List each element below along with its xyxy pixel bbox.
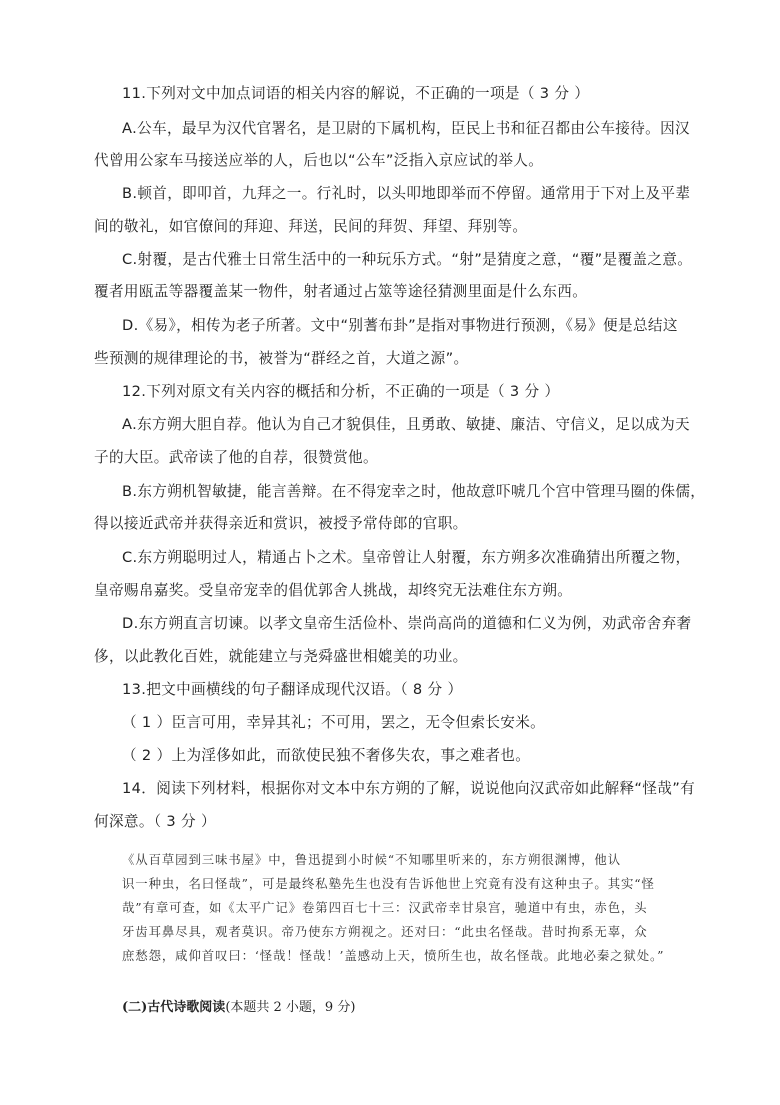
q14-stem-line2: 何深意。（ 3 分 ） <box>94 813 216 830</box>
section-heading <box>122 999 355 1017</box>
section-note: (本题共 2 小题，9 分) <box>225 1000 356 1015</box>
q12-option-c-line2: 皇帝赐帛嘉奖。受皇帝宠幸的倡优郭舍人挑战，却终究无法难住东方朔。 <box>94 582 573 599</box>
q12-option-b-line1: B.东方朔机智敏捷，能言善辩。在不得宠幸之时，他故意吓唬几个宫中管理马圈的侏儒， <box>122 483 706 500</box>
q14-quote-line2: 识一种虫，名曰怪哉”，可是最终私塾先生也没有告诉他世上究竟有没有这种虫子。其实“怪 <box>122 876 655 891</box>
q12-option-d-line1: D.东方朔直言切谏。以孝文皇帝生活俭朴、崇尚高尚的道德和仁义为例，劝武帝舍弃奢 <box>122 615 692 632</box>
q13-sentence-1: （ 1 ）臣言可用，幸异其礼；不可用，罢之，无令但索长安米。 <box>122 714 546 731</box>
q13-sentence-2: （ 2 ）上为淫侈如此，而欲使民独不奢侈失农，事之难者也。 <box>122 747 531 764</box>
q11-stem: 11.下列对文中加点词语的相关内容的解说，不正确的一项是（ 3 分 ） <box>122 85 590 102</box>
q11-option-a-line1: A.公车，最早为汉代官署名，是卫尉的下属机构，臣民上书和征召都由公车接待。因汉 <box>122 120 690 137</box>
q14-quote-line4: 牙齿耳鼻尽具，观者莫识。帝乃使东方朔视之。还对曰：“此虫名怪哉。昔时拘系无辜，众 <box>122 924 648 939</box>
q12-option-a-line1: A.东方朔大胆自荐。他认为自己才貌俱佳，且勇敢、敏捷、廉洁、守信义，足以成为天 <box>122 416 690 433</box>
q11-option-b-line2: 间的敬礼，如官僚间的拜迎、拜送，民间的拜贺、拜望、拜别等。 <box>94 218 528 235</box>
q11-option-d-line2: 些预测的规律理论的书，被誉为“群经之首，大道之源”。 <box>94 350 469 367</box>
q13-stem: 13.把文中画横线的句子翻译成现代汉语。（ 8 分 ） <box>122 681 463 698</box>
q11-option-b-line1: B.顿首，即叩首，九拜之一。行礼时，以头叩地即举而不停留。通常用于下对上及平辈 <box>122 185 691 202</box>
q12-option-c-line1: C.东方朔聪明过人，精通占卜之术。皇帝曾让人射覆，东方朔多次准确猜出所覆之物， <box>122 549 691 566</box>
q12-option-a-line2: 子的大臣。武帝读了他的自荐，很赞赏他。 <box>94 449 378 466</box>
q11-option-a-line2: 代曾用公家车马接送应举的人，后也以“公车”泛指入京应试的举人。 <box>94 152 544 169</box>
q12-option-b-line2: 得以接近武帝并获得亲近和赏识，被授予常侍郎的官职。 <box>94 515 468 532</box>
q12-stem: 12.下列对原文有关内容的概括和分析，不正确的一项是（ 3 分 ） <box>122 383 560 400</box>
q14-quote-line3: 哉”有章可查，如《太平广记》卷第四百七十三：汉武帝幸甘泉宫，驰道中有虫，赤色，头 <box>122 900 648 915</box>
q12-option-d-line2: 侈，以此教化百姓，就能建立与尧舜盛世相媲美的功业。 <box>94 648 468 665</box>
q14-quote-line5: 庶愁怨，咸仰首叹曰：‘怪哉！怪哉！’盖感动上天，愤所生也，故名怪哉。此地必秦之狱处。” <box>122 948 665 963</box>
q11-option-c-line1: C.射覆，是古代雅士日常生活中的一种玩乐方式。“射”是猜度之意，“覆”是覆盖之意。 <box>122 251 693 268</box>
q11-option-c-line2: 覆者用瓯盂等器覆盖某一物件，射者通过占筮等途径猜测里面是什么东西。 <box>94 283 588 300</box>
q11-option-d-line1: D.《易》，相传为老子所著。文中“别蓍布卦”是指对事物进行预测，《易》便是总结这 <box>122 317 678 334</box>
q14-stem-line1: 14．阅读下列材料，根据你对文本中东方朔的了解，说说他向汉武帝如此解释“怪哉”有 <box>122 780 696 797</box>
section-title: (二)古代诗歌阅读 <box>122 1000 226 1015</box>
q14-quote-line1: 《从百草园到三味书屋》中，鲁迅提到小时候“不知哪里听来的，东方朔很渊博，他认 <box>122 852 621 867</box>
